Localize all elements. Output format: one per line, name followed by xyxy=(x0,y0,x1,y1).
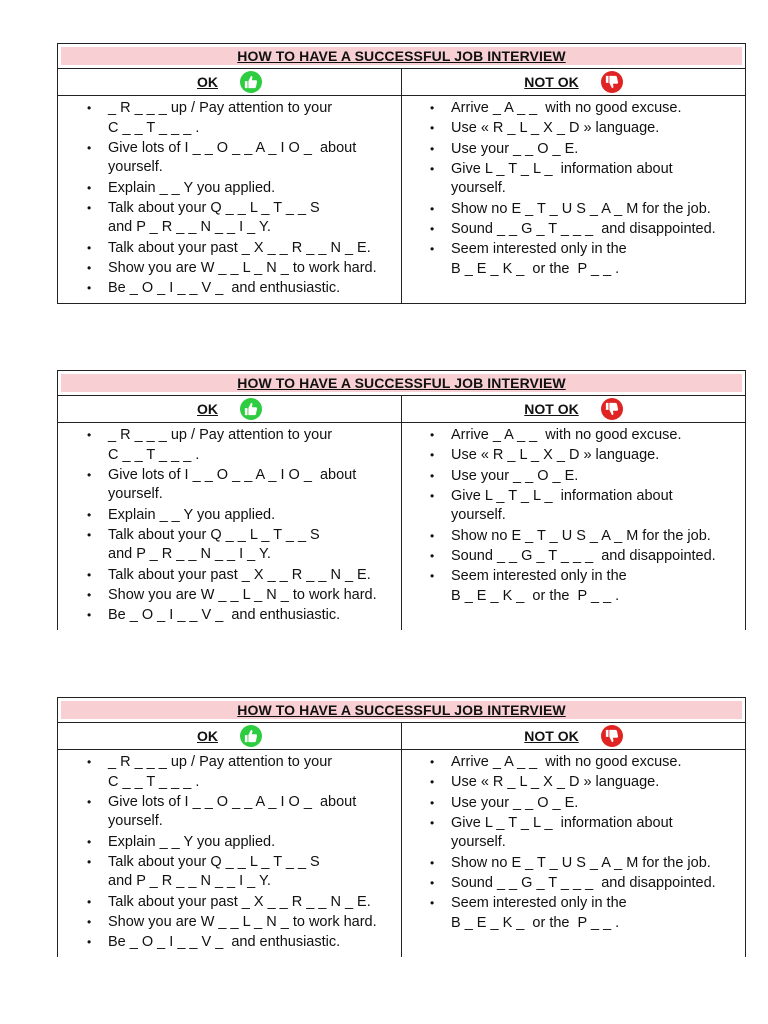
interview-card xyxy=(57,43,746,304)
notok-list-item xyxy=(402,426,745,446)
interview-card xyxy=(57,697,746,957)
notok-item-text: yourself. xyxy=(451,834,506,851)
ok-item-text: Show you are W _ _ L _ N _ to work hard. xyxy=(108,259,377,276)
notok-list-item xyxy=(402,794,745,814)
ok-list xyxy=(58,96,401,303)
notok-list xyxy=(402,423,745,610)
bullet-icon: • xyxy=(430,528,435,543)
bullet-icon: • xyxy=(430,448,435,463)
notok-item-text: yourself. xyxy=(451,180,506,197)
ok-list-item xyxy=(58,426,401,465)
notok-item-text: B _ E _ K _ or the P _ _ . xyxy=(451,914,620,931)
ok-list-item xyxy=(58,259,401,279)
notok-item-text: Use « R _ L _ X _ D » language. xyxy=(451,774,660,791)
content-row xyxy=(58,423,745,630)
notok-list-item xyxy=(402,200,745,220)
ok-item-text: Talk about your Q _ _ L _ T _ _ S xyxy=(108,526,320,543)
content-row xyxy=(58,750,745,957)
ok-list xyxy=(58,423,401,630)
notok-list-item xyxy=(402,527,745,547)
bullet-icon: • xyxy=(430,775,435,790)
bullet-icon: • xyxy=(430,468,435,483)
ok-list-item xyxy=(58,279,401,299)
ok-item-text: C _ _ T _ _ _ . xyxy=(108,446,200,463)
bullet-icon: • xyxy=(430,141,435,156)
bullet-icon: • xyxy=(87,281,92,296)
notok-list-item xyxy=(402,446,745,466)
ok-item-text: yourself. xyxy=(108,813,163,830)
bullet-icon: • xyxy=(87,467,92,482)
ok-item-text: and P _ R _ _ N _ _ I _ Y. xyxy=(108,546,271,563)
ok-item-text: Be _ O _ I _ _ V _ and enthusiastic. xyxy=(108,934,341,951)
bullet-icon: • xyxy=(430,755,435,769)
ok-list-item xyxy=(58,199,401,238)
bullet-icon: • xyxy=(87,854,92,869)
ok-item-text: _ R _ _ _ up / Pay attention to your xyxy=(108,427,333,443)
notok-list-item xyxy=(402,119,745,139)
ok-item-text: Show you are W _ _ L _ N _ to work hard. xyxy=(108,913,377,930)
notok-list-item xyxy=(402,240,745,279)
bullet-icon: • xyxy=(430,201,435,216)
notok-item-text: Show no E _ T _ U S _ A _ M for the job. xyxy=(451,527,711,544)
notok-item-text: Use your _ _ O _ E. xyxy=(451,140,579,157)
bullet-icon: • xyxy=(87,608,92,623)
ok-item-text: yourself. xyxy=(108,486,163,503)
bullet-icon: • xyxy=(430,855,435,870)
bullet-icon: • xyxy=(87,587,92,602)
notok-header xyxy=(401,723,745,749)
notok-label: NOT OK xyxy=(524,74,579,90)
ok-list-item xyxy=(58,853,401,892)
notok-label: NOT OK xyxy=(524,728,579,744)
header-row xyxy=(58,723,745,750)
ok-item-text: C _ _ T _ _ _ . xyxy=(108,119,200,136)
bullet-icon: • xyxy=(87,894,92,909)
notok-item-text: Use your _ _ O _ E. xyxy=(451,794,579,811)
ok-list-item xyxy=(58,466,401,505)
ok-item-text: and P _ R _ _ N _ _ I _ Y. xyxy=(108,219,271,236)
notok-list-item xyxy=(402,547,745,567)
ok-list-item xyxy=(58,913,401,933)
card-title: HOW TO HAVE A SUCCESSFUL JOB INTERVIEW xyxy=(237,48,566,64)
ok-item-text: Talk about your past _ X _ _ R _ _ N _ E. xyxy=(108,893,371,910)
ok-list-item xyxy=(58,239,401,259)
notok-list-item xyxy=(402,160,745,199)
bullet-icon: • xyxy=(430,121,435,136)
notok-column xyxy=(401,423,745,630)
notok-header xyxy=(401,69,745,95)
ok-list-item xyxy=(58,753,401,792)
bullet-icon: • xyxy=(87,755,92,769)
ok-column xyxy=(58,750,401,957)
ok-item-text: and P _ R _ _ N _ _ I _ Y. xyxy=(108,873,271,890)
title-row xyxy=(58,44,745,69)
ok-item-text: Explain _ _ Y you applied. xyxy=(108,506,276,523)
title-band xyxy=(61,47,742,65)
bullet-icon: • xyxy=(430,101,435,115)
notok-column xyxy=(401,750,745,957)
ok-list-item xyxy=(58,526,401,565)
notok-list xyxy=(402,750,745,937)
ok-item-text: Talk about your Q _ _ L _ T _ _ S xyxy=(108,853,320,870)
thumbs-down-icon xyxy=(601,398,623,420)
notok-item-text: yourself. xyxy=(451,507,506,524)
notok-list-item xyxy=(402,487,745,526)
ok-item-text: Give lots of I _ _ O _ _ A _ I O _ about xyxy=(108,139,357,156)
card-title: HOW TO HAVE A SUCCESSFUL JOB INTERVIEW xyxy=(237,375,566,391)
notok-list-item xyxy=(402,99,745,119)
thumbs-down-icon xyxy=(601,71,623,93)
ok-label: OK xyxy=(197,401,218,417)
notok-item-text: B _ E _ K _ or the P _ _ . xyxy=(451,260,620,277)
thumbs-up-icon xyxy=(240,725,262,747)
ok-item-text: Be _ O _ I _ _ V _ and enthusiastic. xyxy=(108,280,341,297)
notok-item-text: Seem interested only in the xyxy=(451,568,627,585)
bullet-icon: • xyxy=(430,221,435,236)
bullet-icon: • xyxy=(87,914,92,929)
notok-column xyxy=(401,96,745,303)
ok-label: OK xyxy=(197,74,218,90)
notok-list-item xyxy=(402,874,745,894)
ok-header xyxy=(58,69,401,95)
bullet-icon: • xyxy=(87,180,92,195)
ok-column xyxy=(58,96,401,303)
bullet-icon: • xyxy=(87,260,92,275)
ok-label: OK xyxy=(197,728,218,744)
notok-label: NOT OK xyxy=(524,401,579,417)
bullet-icon: • xyxy=(430,488,435,503)
notok-list-item xyxy=(402,814,745,853)
notok-list-item xyxy=(402,773,745,793)
bullet-icon: • xyxy=(430,569,435,584)
ok-item-text: Give lots of I _ _ O _ _ A _ I O _ about xyxy=(108,466,357,483)
notok-item-text: Use « R _ L _ X _ D » language. xyxy=(451,447,660,464)
ok-list xyxy=(58,750,401,957)
notok-item-text: Give L _ T _ L _ information about xyxy=(451,814,673,831)
ok-item-text: Explain _ _ Y you applied. xyxy=(108,179,276,196)
thumbs-up-icon xyxy=(240,71,262,93)
notok-item-text: B _ E _ K _ or the P _ _ . xyxy=(451,587,620,604)
notok-item-text: Use your _ _ O _ E. xyxy=(451,467,579,484)
ok-list-item xyxy=(58,566,401,586)
thumbs-down-icon xyxy=(601,725,623,747)
bullet-icon: • xyxy=(430,161,435,176)
bullet-icon: • xyxy=(430,815,435,830)
bullet-icon: • xyxy=(87,527,92,542)
notok-item-text: Sound _ _ G _ T _ _ _ and disappointed. xyxy=(451,547,716,564)
notok-item-text: Seem interested only in the xyxy=(451,241,627,258)
bullet-icon: • xyxy=(87,200,92,215)
bullet-icon: • xyxy=(87,140,92,155)
bullet-icon: • xyxy=(87,935,92,950)
bullet-icon: • xyxy=(430,795,435,810)
ok-list-item xyxy=(58,893,401,913)
notok-item-text: Arrive _ A _ _ with no good excuse. xyxy=(451,427,682,443)
bullet-icon: • xyxy=(87,834,92,849)
content-row xyxy=(58,96,745,303)
title-band xyxy=(61,701,742,719)
ok-item-text: Explain _ _ Y you applied. xyxy=(108,833,276,850)
card-title: HOW TO HAVE A SUCCESSFUL JOB INTERVIEW xyxy=(237,702,566,718)
notok-list-item xyxy=(402,567,745,606)
notok-item-text: Use « R _ L _ X _ D » language. xyxy=(451,120,660,137)
bullet-icon: • xyxy=(430,896,435,911)
notok-item-text: Give L _ T _ L _ information about xyxy=(451,487,673,504)
ok-list-item xyxy=(58,833,401,853)
bullet-icon: • xyxy=(430,242,435,257)
thumbs-up-icon xyxy=(240,398,262,420)
ok-item-text: Talk about your past _ X _ _ R _ _ N _ E. xyxy=(108,239,371,256)
header-row xyxy=(58,69,745,96)
ok-header xyxy=(58,723,401,749)
notok-item-text: Sound _ _ G _ T _ _ _ and disappointed. xyxy=(451,220,716,237)
ok-list-item xyxy=(58,99,401,138)
title-row xyxy=(58,698,745,723)
ok-list-item xyxy=(58,793,401,832)
title-row xyxy=(58,371,745,396)
notok-item-text: Arrive _ A _ _ with no good excuse. xyxy=(451,100,682,116)
ok-list-item xyxy=(58,606,401,626)
notok-item-text: Show no E _ T _ U S _ A _ M for the job. xyxy=(451,200,711,217)
bullet-icon: • xyxy=(430,548,435,563)
ok-item-text: Talk about your past _ X _ _ R _ _ N _ E. xyxy=(108,566,371,583)
notok-item-text: Seem interested only in the xyxy=(451,895,627,912)
notok-item-text: Give L _ T _ L _ information about xyxy=(451,160,673,177)
bullet-icon: • xyxy=(87,428,92,442)
notok-header xyxy=(401,396,745,422)
notok-list-item xyxy=(402,467,745,487)
bullet-icon: • xyxy=(87,507,92,522)
header-row xyxy=(58,396,745,423)
title-band xyxy=(61,374,742,392)
bullet-icon: • xyxy=(430,875,435,890)
ok-item-text: _ R _ _ _ up / Pay attention to your xyxy=(108,754,333,770)
notok-list-item xyxy=(402,894,745,933)
bullet-icon: • xyxy=(430,428,435,442)
notok-item-text: Arrive _ A _ _ with no good excuse. xyxy=(451,754,682,770)
ok-column xyxy=(58,423,401,630)
ok-item-text: Be _ O _ I _ _ V _ and enthusiastic. xyxy=(108,607,341,624)
ok-header xyxy=(58,396,401,422)
interview-card xyxy=(57,370,746,630)
notok-item-text: Sound _ _ G _ T _ _ _ and disappointed. xyxy=(451,874,716,891)
ok-item-text: C _ _ T _ _ _ . xyxy=(108,773,200,790)
notok-list-item xyxy=(402,753,745,773)
ok-item-text: _ R _ _ _ up / Pay attention to your xyxy=(108,100,333,116)
ok-list-item xyxy=(58,586,401,606)
ok-item-text: yourself. xyxy=(108,159,163,176)
notok-list-item xyxy=(402,854,745,874)
bullet-icon: • xyxy=(87,794,92,809)
notok-list xyxy=(402,96,745,283)
ok-item-text: Talk about your Q _ _ L _ T _ _ S xyxy=(108,199,320,216)
bullet-icon: • xyxy=(87,101,92,115)
notok-list-item xyxy=(402,220,745,240)
ok-item-text: Show you are W _ _ L _ N _ to work hard. xyxy=(108,586,377,603)
ok-list-item xyxy=(58,506,401,526)
notok-item-text: Show no E _ T _ U S _ A _ M for the job. xyxy=(451,854,711,871)
ok-list-item xyxy=(58,933,401,953)
ok-item-text: Give lots of I _ _ O _ _ A _ I O _ about xyxy=(108,793,357,810)
ok-list-item xyxy=(58,139,401,178)
ok-list-item xyxy=(58,179,401,199)
bullet-icon: • xyxy=(87,567,92,582)
notok-list-item xyxy=(402,140,745,160)
bullet-icon: • xyxy=(87,240,92,255)
